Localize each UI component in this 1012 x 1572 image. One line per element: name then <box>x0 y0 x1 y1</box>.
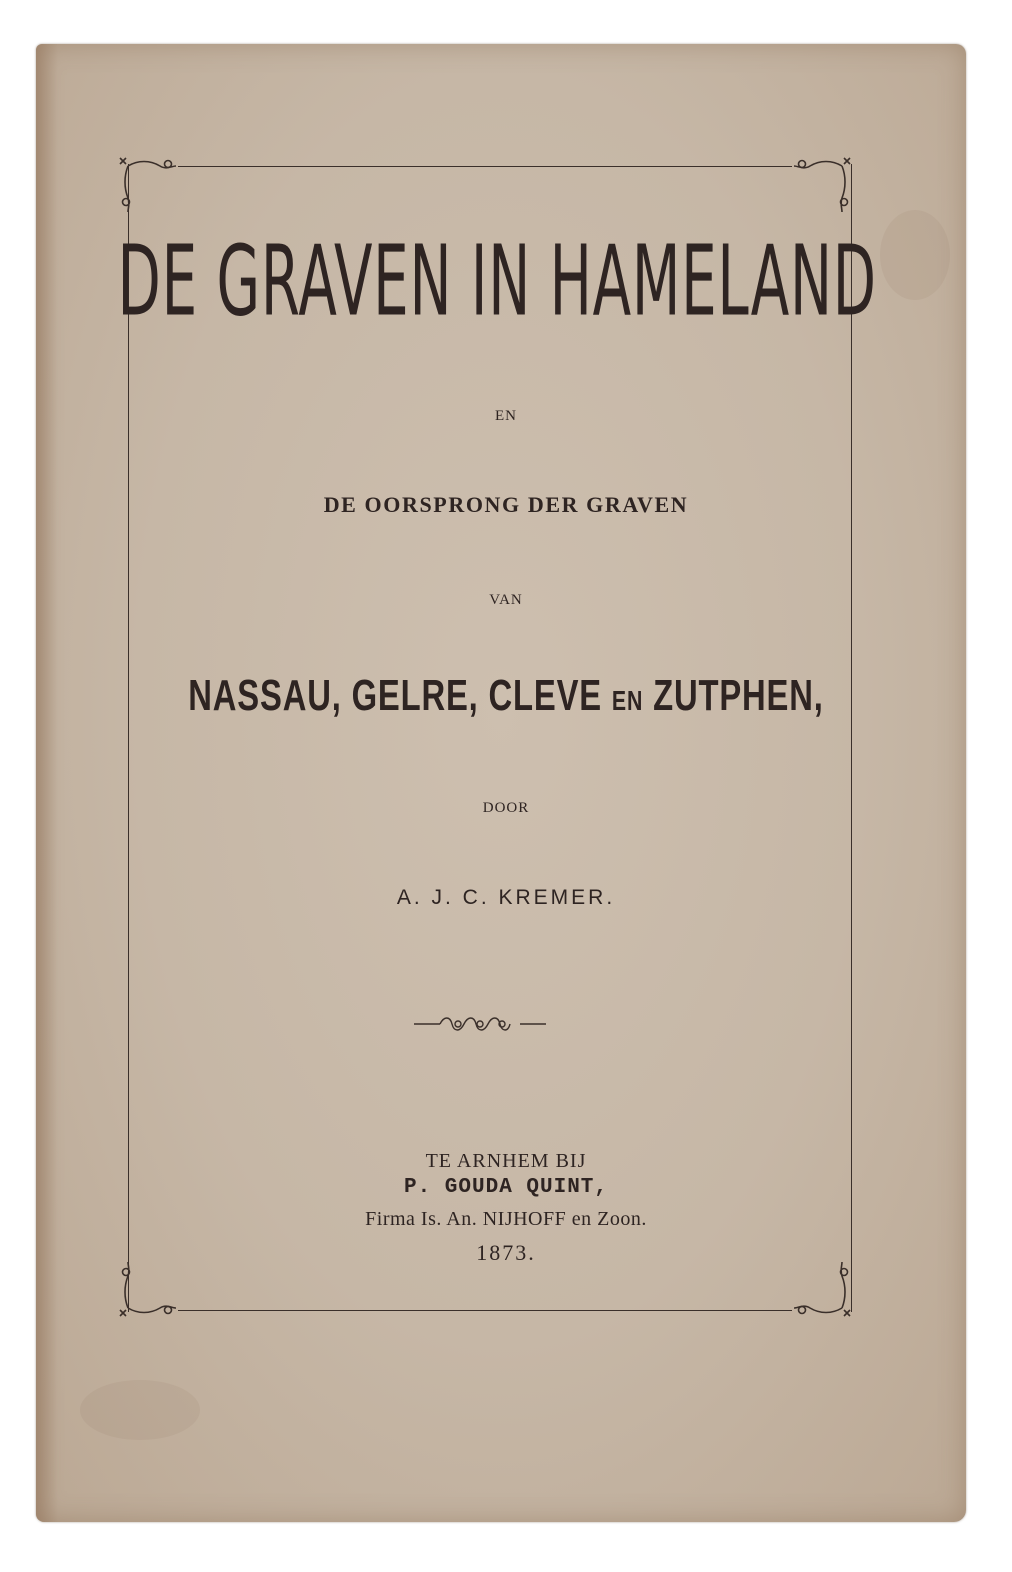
book-title: DE GRAVEN IN HAMELAND <box>117 223 877 338</box>
publisher-firm: Firma Is. An. NIJHOFF en Zoon. <box>365 1208 647 1230</box>
subtitle: DE OORSPRONG DER GRAVEN <box>323 492 689 517</box>
paper-stain <box>80 1380 200 1440</box>
places-last: ZUTPHEN, <box>653 672 824 720</box>
scroll-flourish-icon <box>116 1262 176 1322</box>
preposition-van: VAN <box>489 592 523 608</box>
places-en: EN <box>611 684 644 717</box>
scroll-flourish-icon <box>794 1262 854 1322</box>
paper-stain <box>880 210 950 300</box>
publication-year: 1873. <box>476 1240 536 1265</box>
places-line <box>91 672 921 721</box>
places-main: NASSAU, GELRE, CLEVE <box>188 672 602 720</box>
publisher-place: TE ARNHEM BIJ <box>425 1150 587 1172</box>
border-rule-bottom <box>178 1310 792 1311</box>
border-rule-top <box>178 166 792 167</box>
scroll-flourish-icon <box>794 152 854 212</box>
vine-divider-icon <box>410 1012 550 1036</box>
publisher-name: P. GOUDA QUINT, <box>403 1176 609 1199</box>
scroll-flourish-icon <box>116 152 176 212</box>
conjunction-en: EN <box>495 408 517 424</box>
door-label: DOOR <box>482 800 530 816</box>
cover-spine-edge <box>36 44 58 1522</box>
author-name: A. J. C. KREMER. <box>396 886 616 909</box>
